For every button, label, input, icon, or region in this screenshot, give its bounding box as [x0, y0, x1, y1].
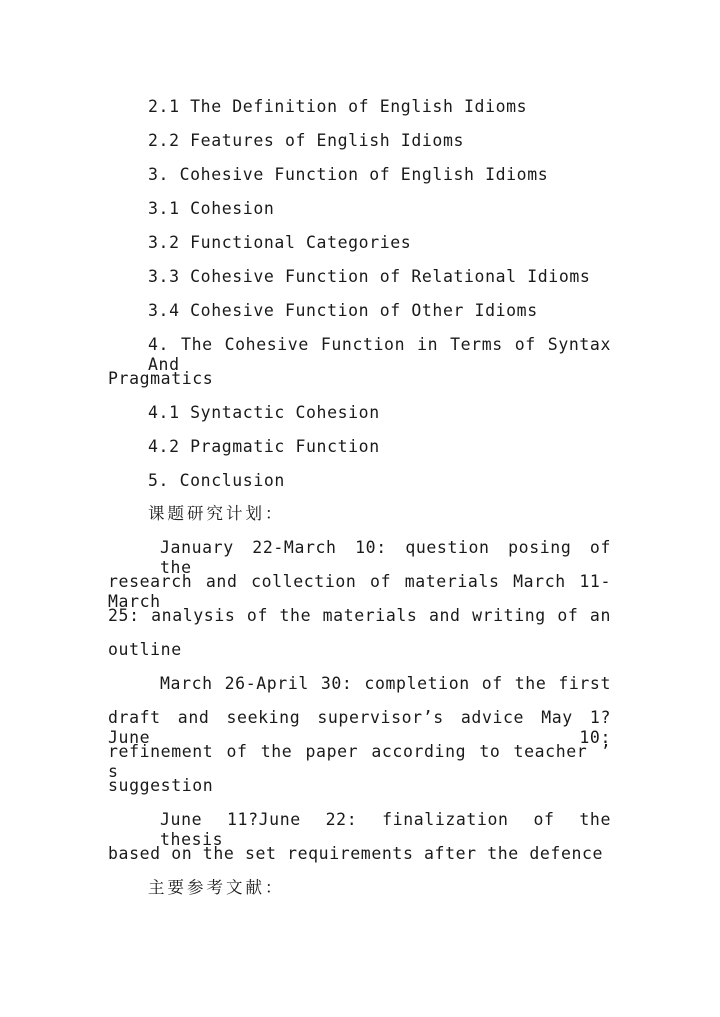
outline-item-5: 5. Conclusion: [148, 471, 285, 490]
outline-item-4-2: 4.2 Pragmatic Function: [148, 437, 380, 456]
plan-p3-line1: June 11?June 22: finalization of the thesis: [160, 810, 611, 849]
outline-item-4-1: 4.1 Syntactic Cohesion: [148, 403, 380, 422]
outline-item-2-1: 2.1 The Definition of English Idioms: [148, 97, 528, 116]
outline-item-4-line2: Pragmatics: [108, 369, 214, 388]
outline-item-4-line1: 4. The Cohesive Function in Terms of Syntax And: [148, 335, 611, 374]
plan-p1-line3: 25: analysis of the materials and writing of an: [108, 606, 611, 625]
outline-item-3-1: 3.1 Cohesion: [148, 199, 275, 218]
research-plan-heading: 课题研究计划：: [148, 504, 285, 523]
plan-p2-line3: refinement of the paper according to teacher ’ s: [108, 742, 611, 781]
plan-p2-line1: March 26-April 30: completion of the first: [160, 674, 611, 693]
plan-p3-line2: based on the set requirements after the defence: [108, 844, 604, 863]
outline-item-3-3: 3.3 Cohesive Function of Relational Idioms: [148, 267, 591, 286]
plan-p1-line2: research and collection of materials March 11-March: [108, 572, 611, 611]
plan-p1-line1: January 22-March 10: question posing of the: [160, 538, 611, 577]
plan-p1-line4: outline: [108, 640, 182, 659]
references-heading: 主要参考文献：: [148, 878, 285, 897]
outline-item-3-2: 3.2 Functional Categories: [148, 233, 412, 252]
outline-item-3-4: 3.4 Cohesive Function of Other Idioms: [148, 301, 538, 320]
outline-item-2-2: 2.2 Features of English Idioms: [148, 131, 465, 150]
plan-p2-line2: draft and seeking supervisor’s advice May 1?June 10:: [108, 708, 611, 747]
outline-item-3: 3. Cohesive Function of English Idioms: [148, 165, 549, 184]
plan-p2-line4: suggestion: [108, 776, 214, 795]
